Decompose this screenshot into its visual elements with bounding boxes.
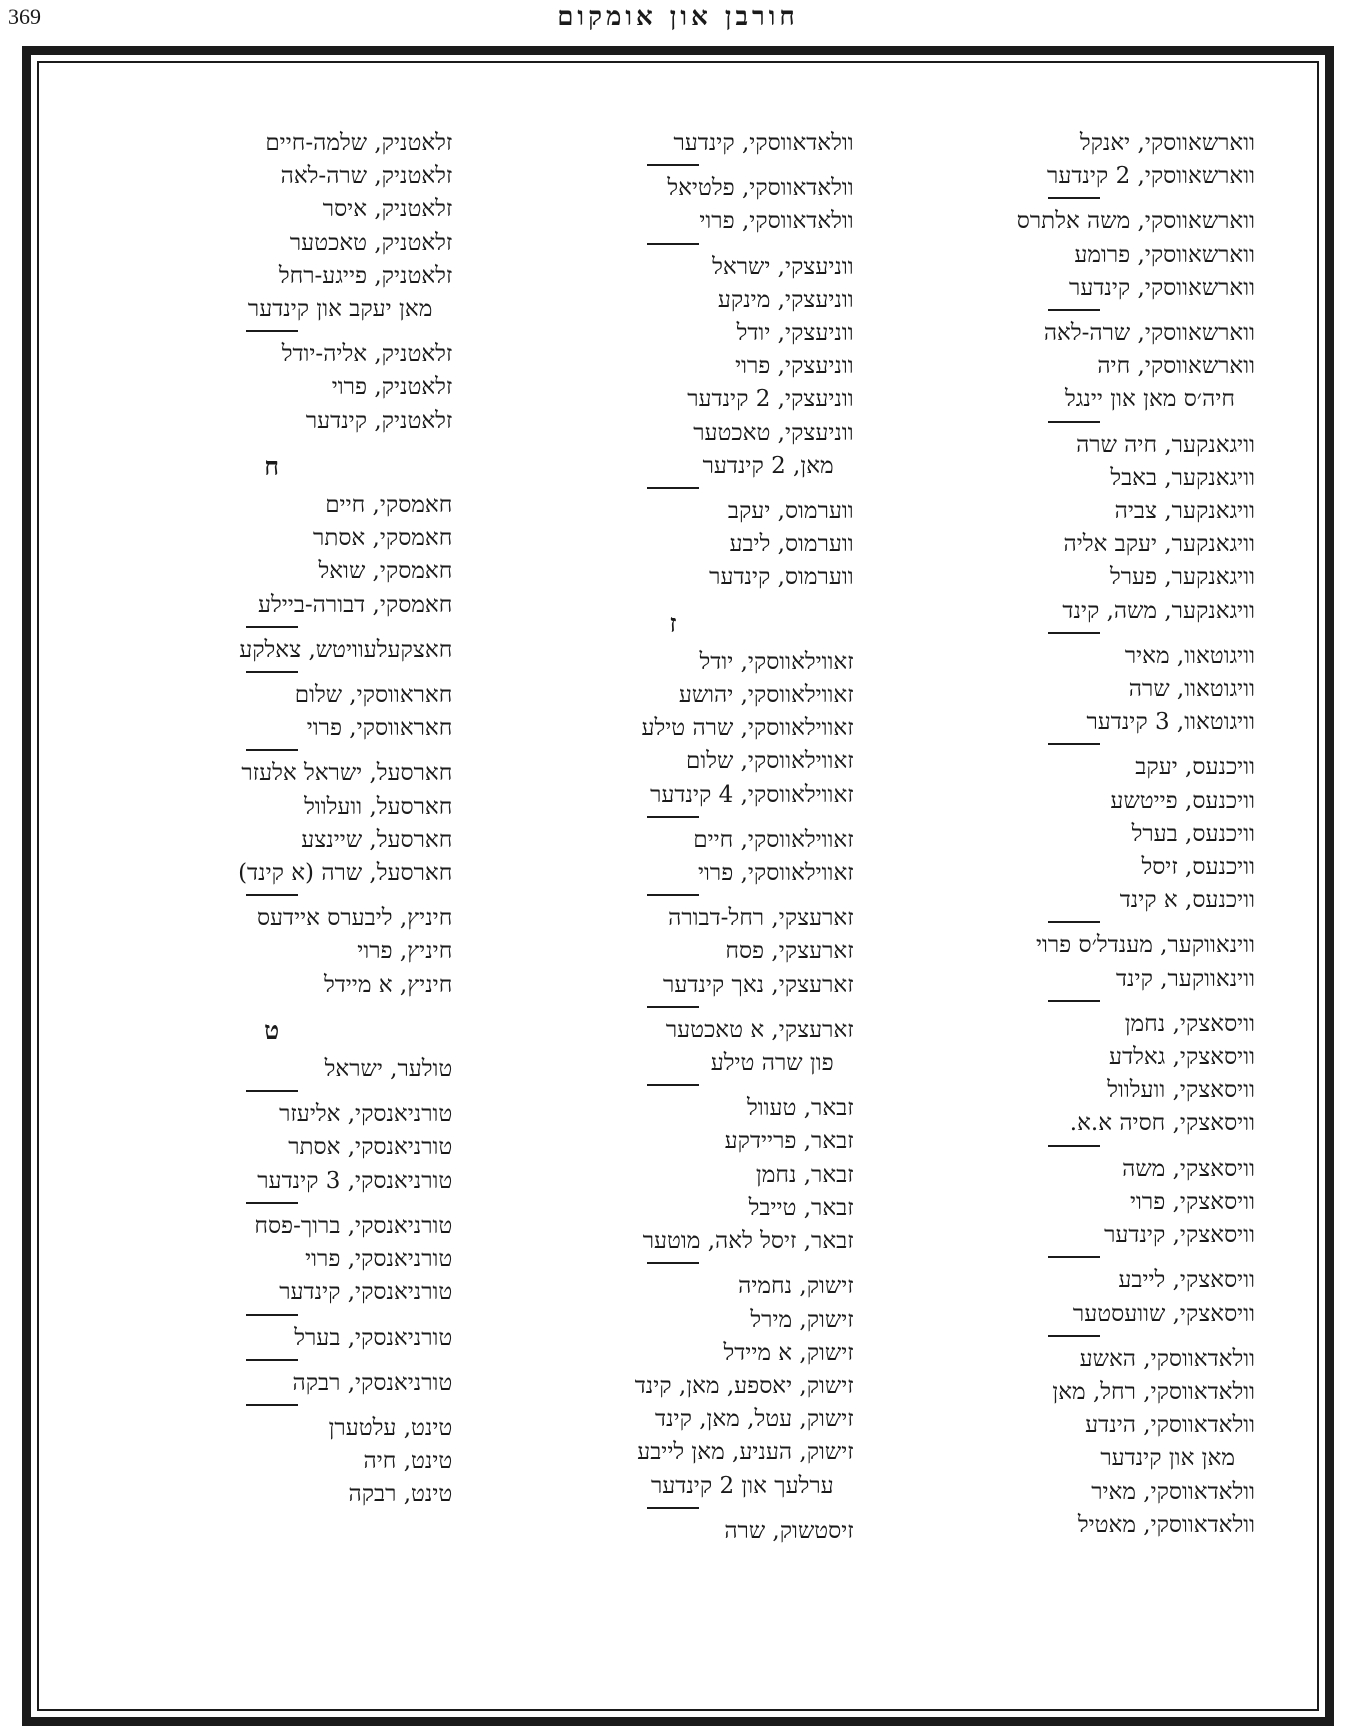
name-entry: וויגאנקער, צביה [1114, 498, 1255, 525]
name-entry: חארסעל, שיינצע [301, 826, 453, 853]
family-separator-rule [647, 894, 699, 896]
name-entry: חיניץ, ליבערס איידעס [256, 905, 453, 932]
name-entry: חאראווסקי, שלום [294, 682, 453, 709]
name-entry: זאווילאווסקי, שלום [685, 748, 854, 775]
name-entry: זאווילאווסקי, חיים [693, 826, 854, 853]
name-entry: זישוק, א מיידל [723, 1339, 854, 1366]
name-entry: חאמסקי, דבורה-ביילע [257, 591, 453, 618]
family-separator-rule [647, 1006, 699, 1008]
name-entry: טורניאנסקי, פרוי [305, 1246, 453, 1273]
name-entry: וויסאצקי, פרוי [1130, 1188, 1255, 1215]
name-entry: טורניאנסקי, אסתר [288, 1134, 453, 1161]
name-entry-continuation: מאן יעקב און קינדער [247, 296, 433, 323]
name-entry: וויסאצקי, משה [1122, 1155, 1255, 1182]
name-entry: ווניעצקי, 2 קינדער [687, 386, 854, 413]
name-entry: טורניאנסקי, ברוך-פסח [254, 1212, 453, 1239]
family-separator-rule [647, 1084, 699, 1086]
alphabet-section-heading: ט [264, 1015, 280, 1045]
name-entry: וויגוטאוו, מאיר [1124, 642, 1255, 669]
family-separator-rule [246, 1090, 298, 1092]
name-entry: וויסאצקי, לייבע [1118, 1267, 1255, 1294]
name-entry: זישוק, עטל, מאן, קינד [655, 1406, 854, 1433]
name-columns [91, 127, 1265, 1677]
name-entry-continuation: מאן, 2 קינדער [702, 452, 834, 479]
name-entry: זארעצקי, פסח [725, 938, 854, 965]
family-separator-rule [1048, 1145, 1100, 1147]
name-entry: זבאר, נחמן [755, 1161, 854, 1188]
name-entry: ווארשאווסקי, משה אלתרס [1016, 208, 1255, 235]
name-entry: ווניעצקי, פרוי [735, 353, 854, 380]
name-entry: ווניעצקי, ישראל [712, 253, 854, 280]
name-entry: ווניעצקי, מינקע [717, 286, 854, 313]
family-separator-rule [246, 1359, 298, 1361]
family-separator-rule [1048, 743, 1100, 745]
name-entry: ווערמוס, קינדער [709, 564, 854, 591]
name-entry: ווארשאווסקי, קינדער [1069, 274, 1255, 301]
name-entry: וולאדאווסקי, מאטיל [1077, 1511, 1255, 1538]
family-separator-rule [647, 816, 699, 818]
name-entry: זבאר, טעוול [747, 1095, 854, 1122]
family-separator-rule [246, 749, 298, 751]
name-entry: זלאטניק, שלמה-חיים [265, 130, 453, 156]
name-entry: ווארשאווסקי, יאנקל [1079, 130, 1255, 156]
name-entry: וויכנעס, יעקב [1135, 754, 1255, 781]
name-entry: וולאדאווסקי, קינדער [673, 130, 854, 156]
name-entry: וויסאצקי, נחמן [1124, 1010, 1255, 1037]
name-entry: וויסאצקי, קינדער [1104, 1222, 1255, 1249]
name-entry: זאווילאווסקי, פרוי [698, 860, 854, 887]
family-separator-rule [647, 487, 699, 489]
name-entry-continuation: מאן און קינדער [1100, 1445, 1235, 1472]
name-entry: זארעצקי, רחל-דבורה [668, 905, 854, 932]
name-entry: זיסטשוק, שרה [724, 1517, 854, 1544]
name-entry: טינט, עלטערן [328, 1414, 453, 1441]
family-separator-rule [1048, 632, 1100, 634]
page-title: חורבן און אומקום [557, 2, 799, 32]
family-separator-rule [246, 1202, 298, 1204]
name-entry: ווינאווקער, קינד [1116, 965, 1255, 992]
name-entry: זלאטניק, איסר [322, 196, 453, 223]
family-separator-rule [246, 671, 298, 673]
name-entry: וולאדאווסקי, הינדע [1085, 1412, 1255, 1439]
family-separator-rule [246, 626, 298, 628]
name-entry: וויגאנקער, באבל [1110, 464, 1255, 491]
family-separator-rule [1048, 421, 1100, 423]
name-entry: זאווילאווסקי, יהושע [678, 682, 854, 709]
name-entry: וויגוטאוו, שרה [1128, 676, 1255, 703]
name-entry: זישוק, העניע, מאן לייבע [637, 1439, 854, 1466]
family-separator-rule [246, 1314, 298, 1316]
name-entry: וויסאצקי, חסיה א.א. [1069, 1110, 1255, 1137]
alphabet-section-heading: ח [264, 451, 280, 481]
name-entry: זבאר, זיסל לאה, מוטער [642, 1228, 854, 1255]
name-entry: ווניעצקי, טאכטער [693, 419, 854, 446]
name-entry: טורניאנסקי, קינדער [279, 1279, 453, 1306]
name-entry: זלאטניק, אליה-יודל [281, 341, 453, 368]
name-entry: וולאדאווסקי, פרוי [699, 208, 854, 235]
name-entry: חארסעל, ישראל אלעזר [241, 760, 453, 787]
name-entry: זלאטניק, פרוי [331, 374, 453, 401]
family-separator-rule [246, 894, 298, 896]
name-entry: ווערמוס, יעקב [727, 498, 854, 525]
name-entry-continuation: חיה׳ס מאן און יינגל [1065, 386, 1235, 413]
family-separator-rule [1048, 1256, 1100, 1258]
name-entry: זאווילאווסקי, יודל [699, 648, 854, 675]
name-entry: ווינאווקער, מענדל׳ס פרוי [1035, 932, 1255, 959]
name-entry: חאמסקי, אסתר [313, 525, 453, 552]
family-separator-rule [647, 1507, 699, 1509]
name-entry: ווארשאווסקי, 2 קינדער [1047, 163, 1255, 190]
alphabet-section-heading: ז [669, 608, 677, 638]
name-entry: חאמסקי, שואל [318, 558, 453, 585]
page-frame [22, 46, 1334, 1726]
name-entry: וויגאנקער, פערל [1109, 564, 1255, 591]
name-entry: טולער, ישראל [324, 1056, 453, 1083]
name-entry: חאראווסקי, פרוי [306, 715, 453, 742]
name-entry: חאמסקי, חיים [325, 492, 453, 519]
name-entry: וויסאצקי, שוועסטער [1072, 1300, 1255, 1327]
name-entry: וויגאנקער, חיה שרה [1076, 431, 1255, 458]
family-separator-rule [1048, 1000, 1100, 1002]
name-entry: חאצקעלעוויטש, צאלקע [239, 636, 453, 663]
name-entry: זאווילאווסקי, שרה טילע [641, 715, 854, 742]
name-entry: וויכנעס, זיסל [1141, 854, 1255, 881]
name-entry: זלאטניק, פייגע-רחל [278, 262, 453, 289]
name-entry: טינט, חיה [363, 1448, 453, 1475]
family-separator-rule [246, 1404, 298, 1406]
name-entry: חארסעל, וועלוול [304, 793, 453, 820]
family-separator-rule [647, 164, 699, 166]
name-entry: וולאדאווסקי, האשע [1079, 1345, 1255, 1372]
name-entry: חיניץ, א מיידל [323, 971, 453, 998]
column-left [91, 127, 452, 1677]
name-entry: זלאטניק, שרה-לאה [280, 163, 453, 190]
name-entry: ווארשאווסקי, שרה-לאה [1043, 320, 1255, 347]
family-separator-rule [647, 243, 699, 245]
name-entry: וויכנעס, פייטשע [1110, 787, 1255, 814]
name-entry: ווניעצקי, יודל [736, 320, 854, 347]
page-number: 369 [8, 4, 41, 29]
name-entry: וויגאנקער, משה, קינד [1062, 597, 1255, 624]
name-entry: ווארשאווסקי, חיה [1097, 353, 1255, 380]
name-entry: זלאטניק, קינדער [305, 407, 453, 434]
name-entry: וויכנעס, א קינד [1119, 887, 1255, 914]
family-separator-rule [647, 1262, 699, 1264]
name-entry: זלאטניק, טאכטער [289, 229, 453, 256]
name-entry: טורניאנסקי, אליעזר [279, 1101, 453, 1128]
name-entry: וויסאצקי, גאלדע [1109, 1044, 1255, 1071]
name-entry: וויגוטאוו, 3 קינדער [1086, 709, 1255, 736]
name-entry: זבאר, פריידקע [724, 1128, 854, 1155]
name-entry: ווארשאווסקי, פרומע [1074, 241, 1255, 268]
name-entry: חארסעל, שרה (א קינד) [238, 860, 453, 887]
name-entry: וולאדאווסקי, פלטיאל [667, 175, 854, 202]
name-entry: וויגאנקער, יעקב אליה [1063, 531, 1255, 558]
name-entry: טורניאנסקי, 3 קינדער [257, 1167, 453, 1194]
family-separator-rule [246, 330, 298, 332]
name-entry: ווערמוס, ליבע [729, 531, 854, 558]
name-entry: וויכנעס, בערל [1131, 820, 1255, 847]
family-separator-rule [1048, 197, 1100, 199]
name-entry: זישוק, נחמיה [738, 1273, 854, 1300]
name-entry: זישוק, יאספע, מאן, קינד [634, 1372, 854, 1399]
name-entry: זארעצקי, א טאכטער [665, 1016, 854, 1043]
name-entry: טורניאנסקי, בערל [294, 1324, 453, 1351]
family-separator-rule [1048, 1335, 1100, 1337]
name-entry: זבאר, טייבל [748, 1194, 854, 1221]
name-entry: וולאדאווסקי, מאיר [1091, 1478, 1255, 1505]
name-entry: וולאדאווסקי, רחל, מאן [1052, 1378, 1255, 1405]
name-entry: זישוק, מירל [750, 1306, 854, 1333]
name-entry: זאווילאווסקי, 4 קינדער [650, 781, 854, 808]
name-entry-continuation: פון שרה טילע [710, 1050, 834, 1077]
family-separator-rule [1048, 309, 1100, 311]
name-entry: זארעצקי, נאך קינדער [663, 971, 854, 998]
name-entry: חיניץ, פרוי [357, 938, 453, 965]
name-entry-continuation: ערלעך און 2 קינדער [650, 1472, 834, 1499]
name-entry: טינט, רבקה [348, 1481, 453, 1508]
name-entry: טורניאנסקי, רבקה [292, 1369, 453, 1396]
name-entry: וויסאצקי, וועלוול [1107, 1077, 1255, 1104]
column-middle [492, 127, 853, 1677]
family-separator-rule [1048, 921, 1100, 923]
column-right [894, 127, 1255, 1677]
